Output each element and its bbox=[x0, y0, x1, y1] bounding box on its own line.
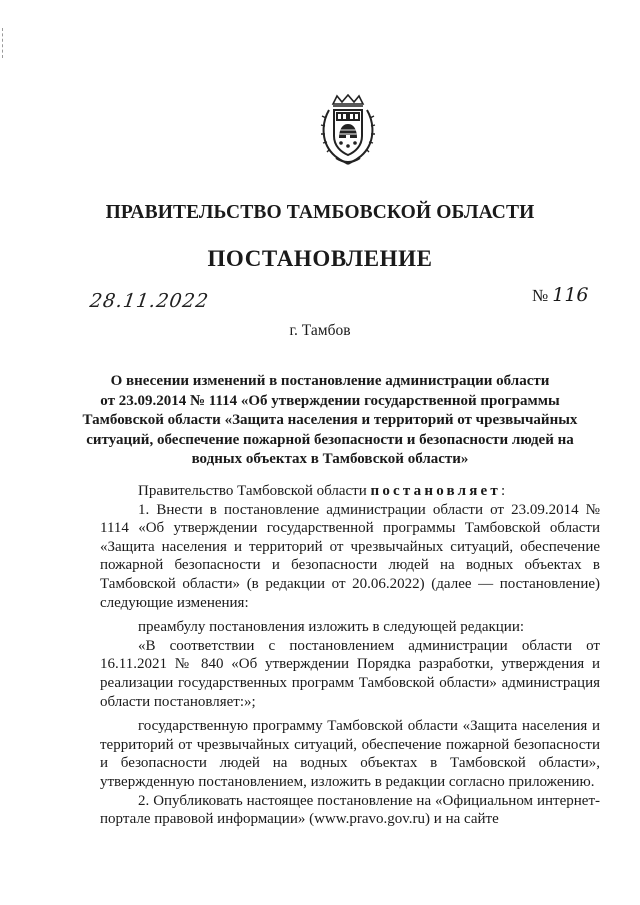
number-value: 116 bbox=[552, 284, 589, 306]
scan-edge-mark bbox=[2, 28, 5, 58]
document-subject bbox=[60, 372, 600, 470]
organization-title: ПРАВИТЕЛЬСТВО ТАМБОВСКОЙ ОБЛАСТИ bbox=[105, 202, 535, 223]
paragraph-preamble: преамбулу постановления изложить в следующей редакции: bbox=[138, 619, 525, 636]
document-body bbox=[100, 482, 600, 829]
subject-line: водных объектах в Тамбовской области» bbox=[191, 451, 469, 467]
city-label: г. Тамбов bbox=[289, 322, 351, 339]
document-number bbox=[532, 284, 589, 306]
subject-line: от 23.09.2014 № 1114 «Об утверждении государственной программы bbox=[100, 392, 560, 409]
subject-line: ситуаций, обеспечение пожарной безопасности и безопасности людей на bbox=[86, 431, 574, 448]
intro-paragraph bbox=[100, 482, 600, 501]
subject-line: О внесении изменений в постановление администрации области bbox=[110, 373, 550, 389]
coat-of-arms-icon bbox=[319, 94, 377, 166]
document-date: 28.11.2022 bbox=[88, 290, 211, 312]
paragraph-program: государственную программу Тамбовской области «Защита населения и территорий от чрезвычайных ситуаций, обеспечение пожарной безопасности и безопасности людей на водных объектах в Тамбовской области», утвержденную постановлением, изложить в редакции согласно приложению. bbox=[100, 718, 600, 790]
decree-word: постановляет bbox=[370, 483, 501, 499]
number-label: № bbox=[532, 286, 549, 305]
document-type-title: ПОСТАНОВЛЕНИЕ bbox=[207, 246, 433, 271]
intro-tail: : bbox=[500, 483, 506, 499]
paragraph-2: 2. Опубликовать настоящее постановление на «Официальном интернет-портале правовой информации» (www.pravo.gov.ru) и на сайте bbox=[100, 792, 600, 828]
paragraph-quote: «В соответствии с постановлением администрации области от 16.11.2021 № 840 «Об утверждении Порядка разработки, утверждения и реализации государственных программ Тамбовской области» администрация области постановляет:»; bbox=[100, 637, 600, 710]
subject-line: Тамбовской области «Защита населения и территорий от чрезвычайных bbox=[82, 412, 578, 428]
intro-lead: Правительство Тамбовской области bbox=[138, 483, 367, 499]
paragraph-1: 1. Внести в постановление администрации области от 23.09.2014 № 1114 «Об утверждении государственной программы Тамбовской области «Защита населения и территорий от чрезвычайных ситуаций, обеспечение пожарной безопасности и безопасности людей на водных объектах в Тамбовской области» (в редакции от 20.06.2022) (далее — постановление) следующие изменения: bbox=[100, 501, 600, 611]
